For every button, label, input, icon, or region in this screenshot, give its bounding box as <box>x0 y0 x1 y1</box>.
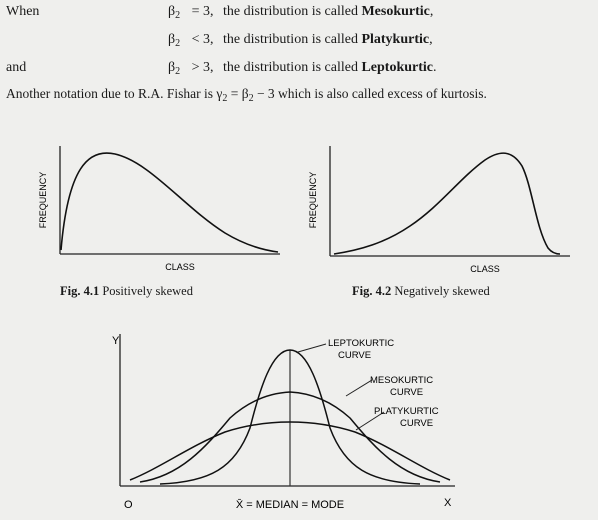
fig-4-1-caption <box>60 284 193 299</box>
meso-leader <box>346 380 372 396</box>
figure-title: Negatively skewed <box>394 284 490 298</box>
center-label: X̄ = MEDIAN = MODE <box>235 499 345 511</box>
x-axis-title: X <box>444 497 452 509</box>
term-leptokurtic: Leptokurtic <box>361 60 434 75</box>
beta-subscript: 2 <box>248 93 254 104</box>
lepto-leader <box>298 344 326 352</box>
x-axis-label: CLASS <box>470 264 500 274</box>
line-equation <box>168 32 433 49</box>
line-end: , <box>429 32 433 47</box>
x-axis-label: CLASS <box>165 262 195 272</box>
description: the distribution is called <box>223 60 358 75</box>
relation: > 3, <box>191 60 214 75</box>
origin-label: O <box>124 499 133 511</box>
beta-subscript: 2 <box>175 66 181 77</box>
description: the distribution is called <box>223 32 358 47</box>
line-end: , <box>429 4 434 19</box>
description: the distribution is called <box>223 4 358 19</box>
beta-symbol: β <box>168 60 176 75</box>
line-equation <box>168 60 437 77</box>
line-equation <box>168 4 433 21</box>
beta-symbol: β <box>168 32 176 47</box>
y-axis-label: FREQUENCY <box>38 171 48 229</box>
beta-subscript: 2 <box>175 38 181 49</box>
positive-skew-curve <box>61 153 278 252</box>
fisher-mid: = β <box>227 86 249 101</box>
line-lead: and <box>6 60 27 75</box>
kurtosis-comparison-figure <box>100 328 500 520</box>
lepto-label-line1: LEPTOKURTIC <box>328 338 395 349</box>
fig-4-2-caption <box>352 284 490 299</box>
line-end: . <box>433 60 437 75</box>
fisher-notation <box>6 86 487 104</box>
beta-subscript: 2 <box>175 10 181 21</box>
lepto-label-line2: CURVE <box>338 350 372 361</box>
platy-label-line2: CURVE <box>400 418 434 429</box>
relation: < 3, <box>191 32 214 47</box>
meso-label-line1: MESOKURTIC <box>370 375 434 386</box>
beta-symbol: β <box>168 4 176 19</box>
gamma-subscript: 2 <box>222 93 228 104</box>
line-lead: When <box>6 4 40 19</box>
y-axis-label: FREQUENCY <box>308 171 318 229</box>
fig-4-2-negatively-skewed <box>300 138 580 278</box>
platy-label-line1: PLATYKURTIC <box>374 406 439 417</box>
fig-4-1-positively-skewed <box>30 138 290 278</box>
relation: = 3, <box>191 4 214 19</box>
figure-title: Positively skewed <box>102 284 193 298</box>
term-mesokurtic: Mesokurtic <box>361 4 430 19</box>
meso-label-line2: CURVE <box>390 387 424 398</box>
term-platykurtic: Platykurtic <box>361 32 430 47</box>
negative-skew-curve <box>334 153 560 254</box>
fisher-after: − 3 which is also called excess of kurtosis. <box>253 86 487 101</box>
fisher-before: Another notation due to R.A. Fishar is γ <box>6 86 223 101</box>
y-axis-title: Y <box>112 335 120 347</box>
figure-number: Fig. 4.2 <box>352 284 392 298</box>
figure-number: Fig. 4.1 <box>60 284 100 298</box>
